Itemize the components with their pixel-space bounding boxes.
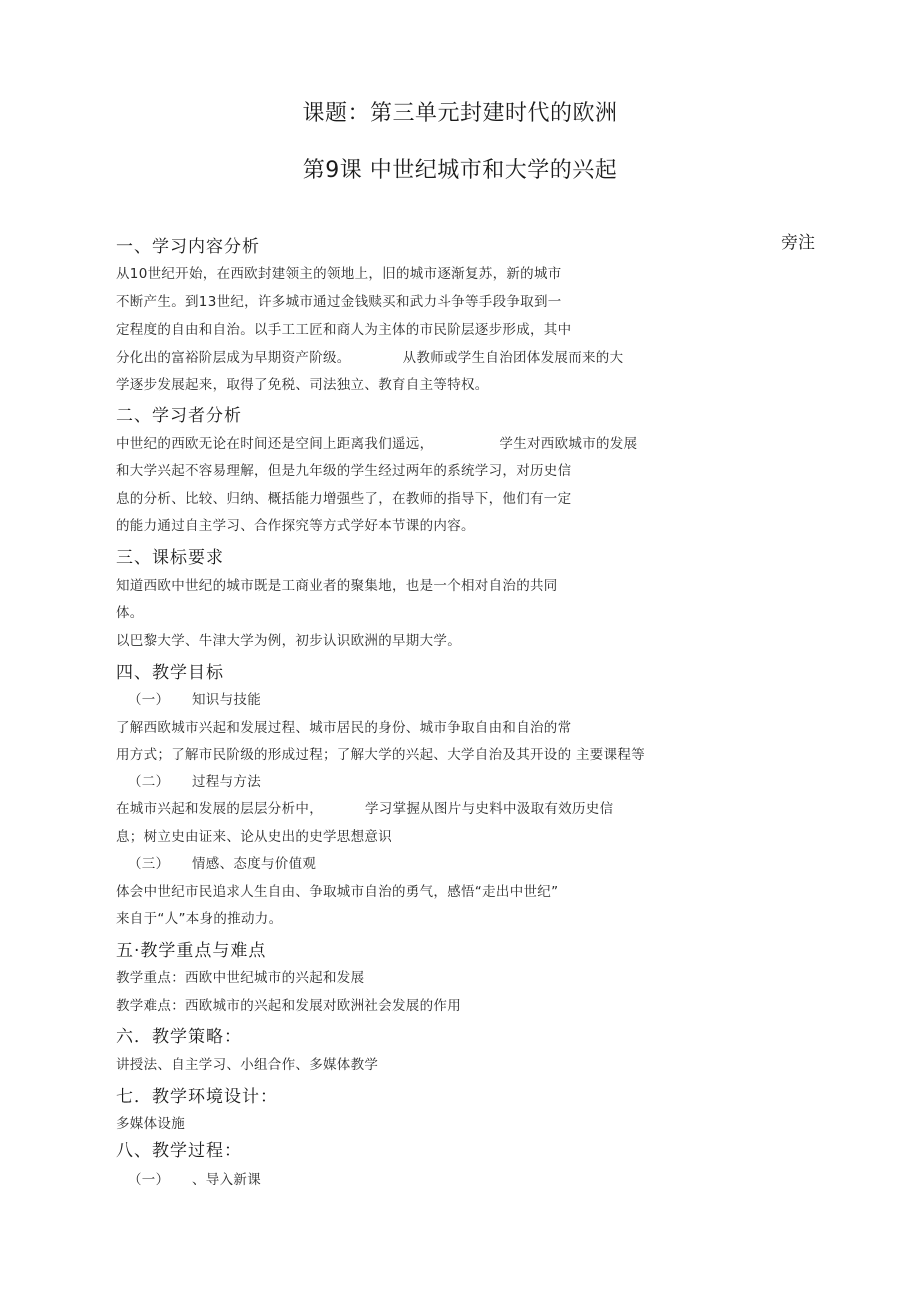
paragraph-segment: 学习掌握从图片与史料中汲取有效历史信 <box>365 801 614 817</box>
section-heading-curriculum-requirements: 三、课标要求 <box>116 548 224 568</box>
paragraph-line: 不断产生。到13世纪，许多城市通过金钱赎买和武力斗争等手段争取到一 <box>116 294 562 310</box>
paragraph-line: 和大学兴起不容易理解，但是九年级的学生经过两年的系统学习，对历史信 <box>116 463 572 479</box>
paragraph-line <box>116 346 623 366</box>
side-note-label: 旁注 <box>781 233 815 253</box>
paragraph-line: 体。 <box>116 605 144 621</box>
subsection-heading <box>128 852 316 872</box>
paragraph-line: 教学重点：西欧中世纪城市的兴起和发展 <box>116 970 365 986</box>
subsection-label: 过程与方法 <box>192 774 261 790</box>
paragraph-segment: 学生对西欧城市的发展 <box>499 436 638 452</box>
subsection-label: 情感、态度与价值观 <box>192 856 317 872</box>
lesson-subtitle: 第9课 中世纪城市和大学的兴起 <box>302 158 618 183</box>
subsection-number: （一） <box>128 692 170 708</box>
paragraph-line: 息；树立史由证来、论从史出的史学思想意识 <box>116 829 392 845</box>
section-heading-environment-design: 七．教学环境设计： <box>116 1087 278 1107</box>
paragraph-segment: 在城市兴起和发展的层层分析中， <box>116 801 323 817</box>
paragraph-line: 体会中世纪市民追求人生自由、争取城市自治的勇气，感悟“走出中世纪” <box>116 884 559 900</box>
paragraph-segment: 分化出的富裕阶层成为早期资产阶级。 <box>116 350 351 366</box>
section-heading-key-points: 五·教学重点与难点 <box>116 941 267 961</box>
paragraph-line: 的能力通过自主学习、合作探究等方式学好本节课的内容。 <box>116 518 475 534</box>
subsection-number: （三） <box>128 856 170 872</box>
section-heading-teaching-strategy: 六．教学策略： <box>116 1027 242 1047</box>
section-heading-content-analysis: 一、学习内容分析 <box>116 237 260 257</box>
paragraph-line: 息的分析、比较、归纳、概括能力增强些了，在教师的指导下，他们有一定 <box>116 491 572 507</box>
paragraph-segment: 中世纪的西欧无论在时间还是空间上距离我们遥远， <box>116 436 434 452</box>
subsection-heading <box>128 770 261 790</box>
subsection-number: （二） <box>128 774 170 790</box>
subsection-heading <box>128 688 261 708</box>
paragraph-line: 知道西欧中世纪的城市既是工商业者的聚集地，也是一个相对自治的共同 <box>116 578 558 594</box>
subsection-label: 、导入新课 <box>192 1172 261 1188</box>
section-heading-teaching-process: 八、教学过程： <box>116 1141 242 1161</box>
paragraph-line <box>116 797 613 817</box>
paragraph-line: 从10世纪开始，在西欧封建领主的领地上，旧的城市逐渐复苏，新的城市 <box>116 266 562 282</box>
paragraph-line <box>116 432 637 452</box>
subsection-label: 知识与技能 <box>192 692 261 708</box>
paragraph-line: 定程度的自由和自治。以手工工匠和商人为主体的市民阶层逐步形成，其中 <box>116 322 572 338</box>
paragraph-line: 以巴黎大学、牛津大学为例，初步认识欧洲的早期大学。 <box>116 633 461 649</box>
paragraph-segment: 从教师或学生自治团体发展而来的大 <box>402 350 624 366</box>
section-heading-learner-analysis: 二、学习者分析 <box>116 406 242 426</box>
section-heading-teaching-objectives: 四、教学目标 <box>116 663 224 683</box>
subsection-number: （一） <box>128 1172 170 1188</box>
paragraph-line: 学逐步发展起来，取得了免税、司法独立、教育自主等特权。 <box>116 377 489 393</box>
paragraph-line: 教学难点：西欧城市的兴起和发展对欧洲社会发展的作用 <box>116 998 461 1014</box>
paragraph-line: 了解西欧城市兴起和发展过程、城市居民的身份、城市争取自由和自治的常 <box>116 720 572 736</box>
paragraph-line: 来自于“人”本身的推动力。 <box>116 911 283 927</box>
paragraph-line: 讲授法、自主学习、小组合作、多媒体教学 <box>116 1057 379 1073</box>
subsection-heading <box>128 1168 261 1188</box>
paragraph-line: 多媒体设施 <box>116 1116 185 1132</box>
page-title: 课题：第三单元封建时代的欧洲 <box>302 101 618 126</box>
paragraph-line: 用方式；了解市民阶级的形成过程；了解大学的兴起、大学自治及其开设的 主要课程等 <box>116 747 645 763</box>
